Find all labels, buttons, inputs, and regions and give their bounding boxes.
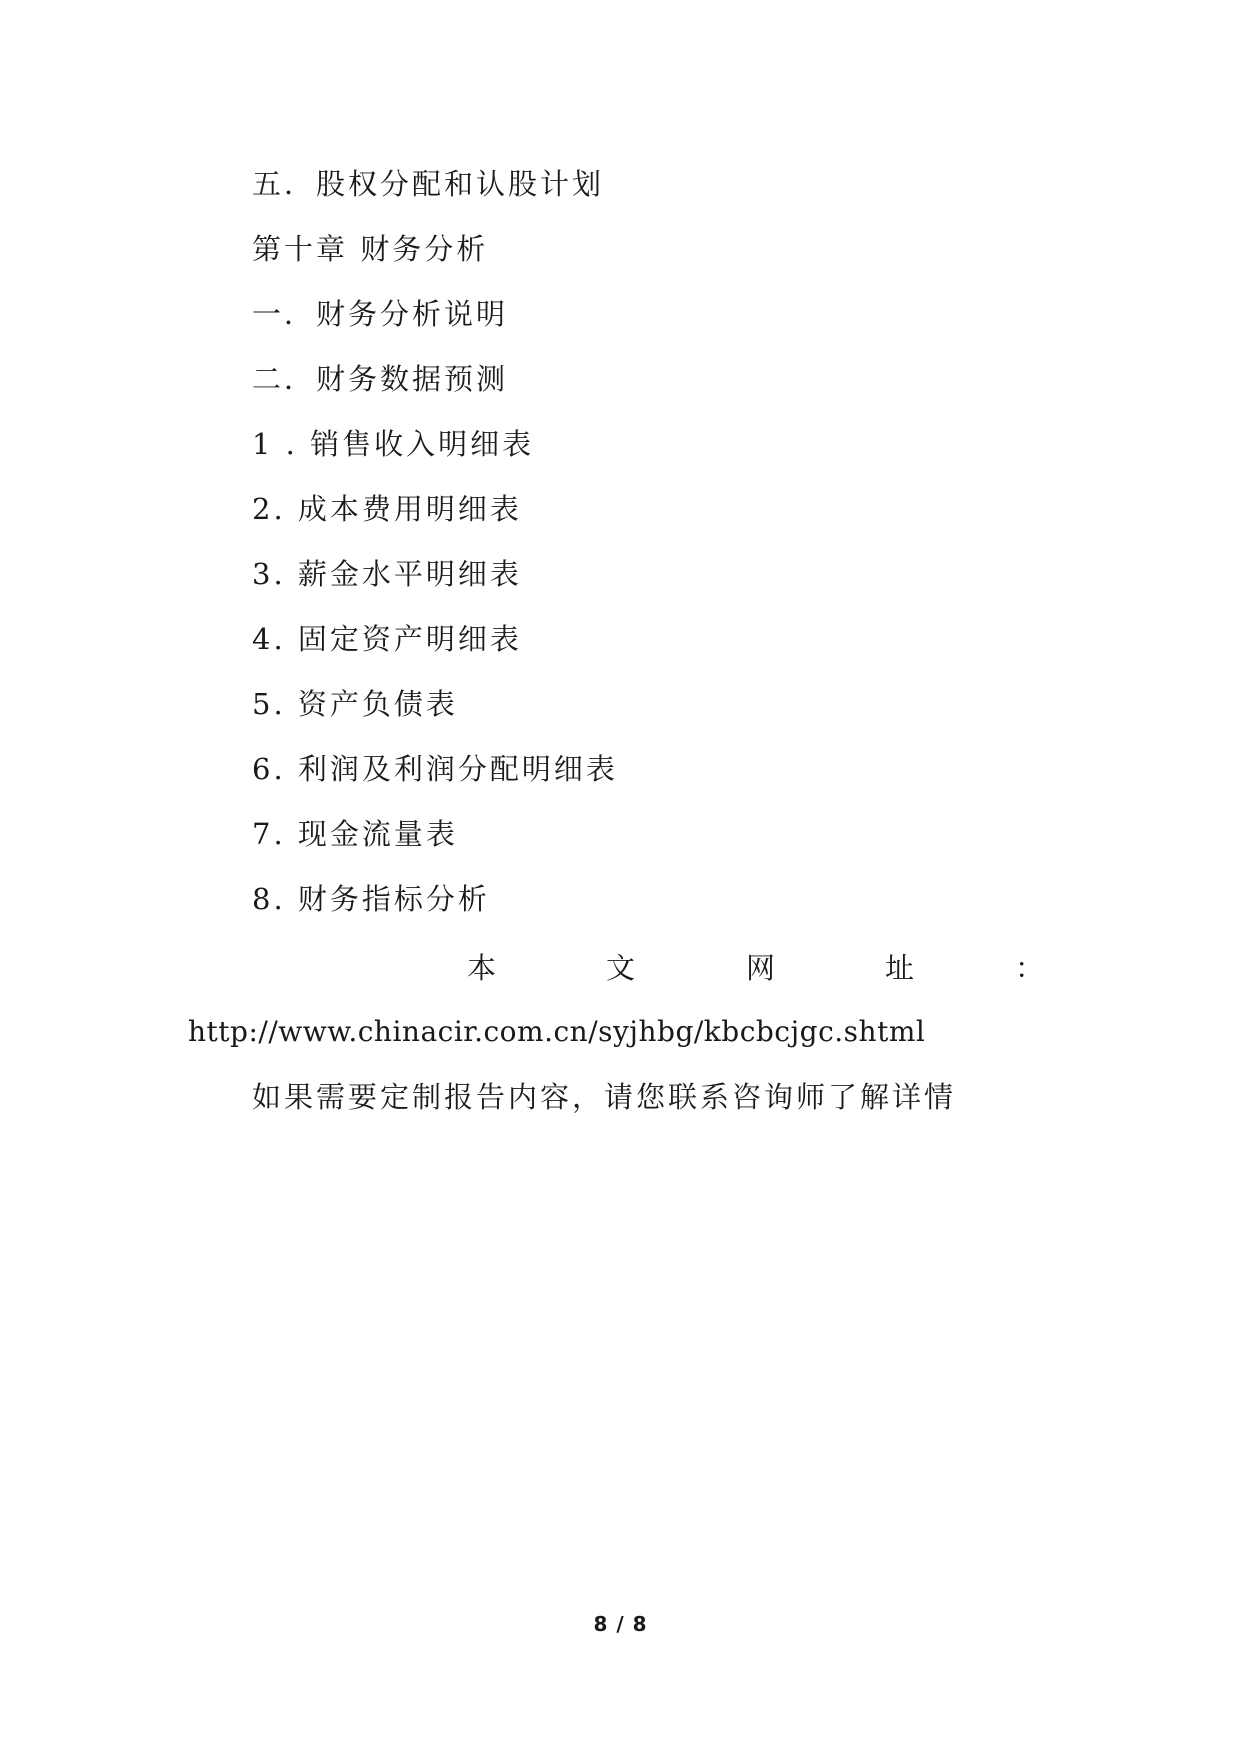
toc-item-equity: 五．股权分配和认股计划 [252, 167, 605, 201]
url-label-char: 本 [467, 951, 497, 985]
url-label-char: 网 [746, 951, 776, 985]
toc-item-balance-sheet: 5. 资产负债表 [252, 687, 458, 721]
toc-item-profit-distribution: 6. 利润及利润分配明细表 [252, 752, 618, 786]
report-url-link[interactable]: http://www.chinacir.com.cn/syjhbg/kbcbcjgc.shtml [188, 1015, 926, 1048]
toc-item-financial-forecast: 二．财务数据预测 [252, 362, 509, 396]
url-label-char: ： [1015, 951, 1045, 985]
toc-item-sales-income: 1 . 销售收入明细表 [252, 427, 535, 461]
url-label [190, 948, 1045, 988]
toc-item-fixed-assets: 4. 固定资产明细表 [252, 622, 522, 656]
toc-item-financial-indicators: 8. 财务指标分析 [252, 882, 490, 916]
url-label-char: 址 [885, 951, 915, 985]
toc-item-cost-expense: 2. 成本费用明细表 [252, 492, 522, 526]
toc-item-chapter-10: 第十章 财务分析 [252, 232, 489, 266]
toc-item-cash-flow: 7. 现金流量表 [252, 817, 458, 851]
contact-note: 如果需要定制报告内容，请您联系咨询师了解详情 [252, 1080, 957, 1114]
toc-item-salary-level: 3. 薪金水平明细表 [252, 557, 522, 591]
url-label-char: 文 [606, 951, 636, 985]
toc-item-financial-explanation: 一．财务分析说明 [252, 297, 509, 331]
page-number: 8 / 8 [593, 1612, 648, 1636]
